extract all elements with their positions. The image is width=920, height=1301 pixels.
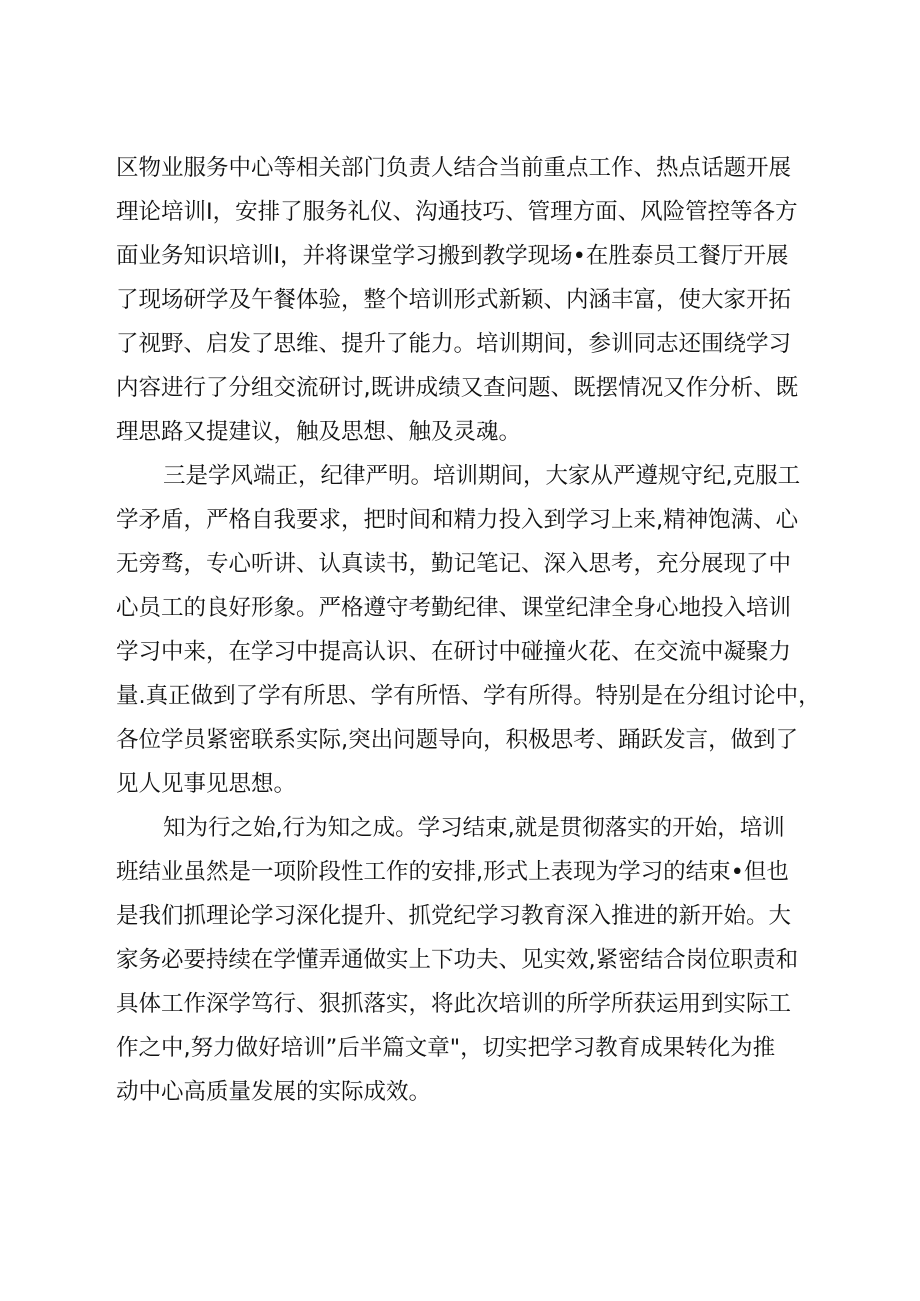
paragraph-1-line: 内容进行了分组交流研讨,既讲成绩又查问题、既摆情况又作分析、既 [116, 375, 799, 401]
paragraph-2 [116, 454, 826, 806]
paragraph-1-line: 了现场研学及午餐体验，整个培训形式新颖、内涵丰富，使大家开拓 [116, 287, 792, 313]
paragraph-1-line: 理论培训I，安排了服务礼仪、沟通技巧、管理方面、风险管控等各方 [116, 199, 798, 225]
paragraph-1-line: 了视野、启发了思维、提升了能力。培训期间，参训同志还围绕学习 [116, 331, 792, 357]
paragraph-2-line: 见人见事见思想。 [116, 771, 297, 797]
paragraph-2-line: 三是学风端正，纪律严明。培训期间，大家从严遵规守纪,克服工 [163, 463, 801, 489]
paragraph-2-line: 无旁骛，专心听讲、认真读书，勤记笔记、深入思考，充分展现了中 [116, 551, 792, 577]
paragraph-3-line: 动中心高质量发展的实际成效。 [116, 1079, 432, 1105]
paragraph-2-line: 学习中来，在学习中提高认识、在研讨中碰撞火花、在交流中凝聚力 [116, 639, 792, 665]
paragraph-1-line: 面业务知识培训I，并将课堂学习搬到教学现场•在胜泰员工餐厅开展 [116, 243, 789, 269]
paragraph-1 [116, 146, 826, 454]
document-body [116, 146, 826, 1114]
paragraph-2-line: 各位学员紧密联系实际,突出问题导向，积极思考、踊跃发言，做到了 [116, 727, 799, 753]
paragraph-3-line: 作之中,努力做好培训”后半篇文章"，切实把学习教育成果转化为推 [116, 1035, 776, 1061]
paragraph-3-line: 是我们抓理论学习深化提升、抓党纪学习教育深入推进的新开始。大 [116, 903, 792, 929]
paragraph-2-line: 学矛盾，严格自我要求，把时间和精力投入到学习上来,精神饱满、心 [116, 507, 799, 533]
paragraph-1-line: 区物业服务中心等相关部门负责人结合当前重点工作、热点话题开展 [116, 155, 792, 181]
paragraph-2-line: 心员工的良好形象。严格遵守考勤纪律、课堂纪津全身心地投入培训 [116, 595, 792, 621]
paragraph-3-line: 知为行之始,行为知之成。学习结束,就是贯彻落实的开始，培训 [163, 815, 785, 841]
paragraph-3-line: 家务必要持续在学懂弄通做实上下功夫、见实效,紧密结合岗位职责和 [116, 947, 799, 973]
paragraph-1-line: 理思路又提建议，触及思想、触及灵魂。 [116, 419, 522, 445]
paragraph-3-line: 具体工作深学笃行、狠抓落实，将此次培训的所学所获运用到实际工 [116, 991, 792, 1017]
paragraph-2-line: 量.真正做到了学有所思、学有所悟、学有所得。特别是在分组讨论中， [116, 683, 821, 709]
paragraph-3 [116, 806, 826, 1114]
paragraph-3-line: 班结业虽然是一项阶段性工作的安排,形式上表现为学习的结束•但也 [116, 859, 789, 885]
